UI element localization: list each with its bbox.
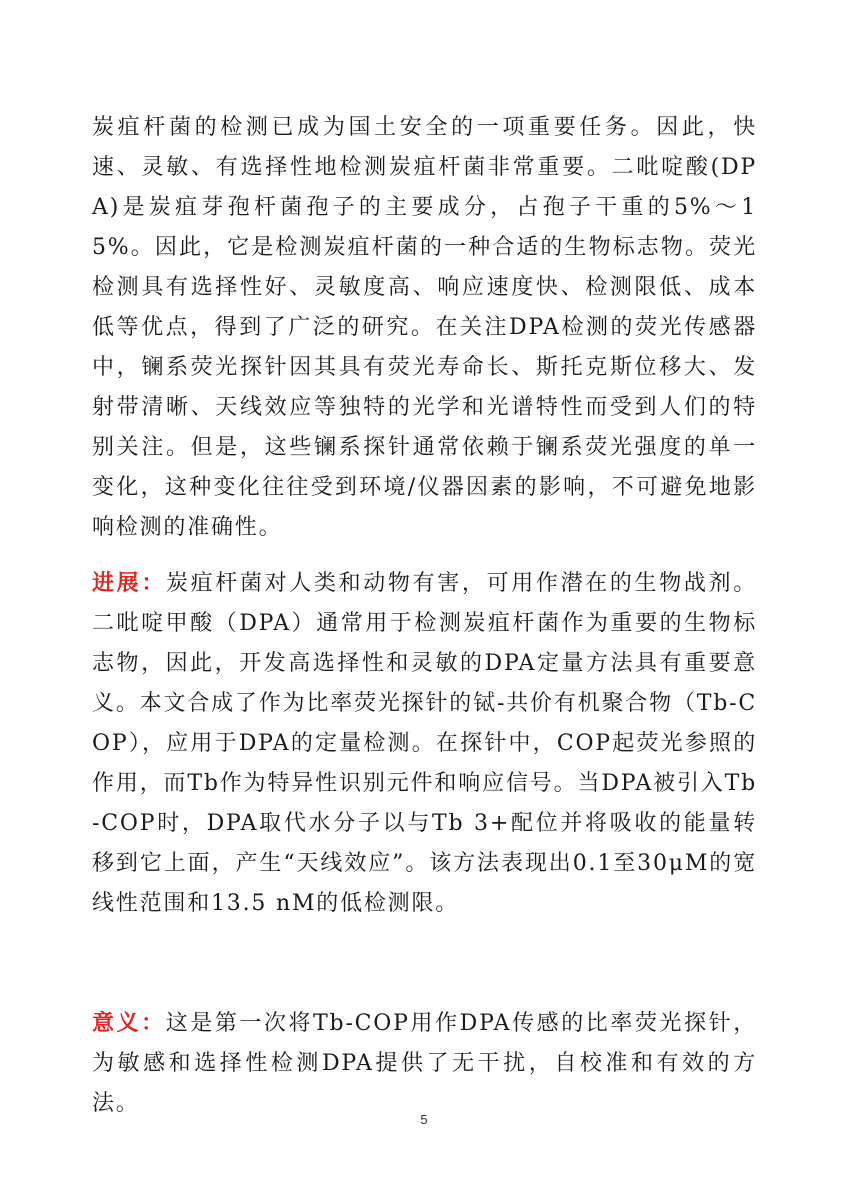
progress-label: 进展： [92, 570, 166, 596]
progress-text: 炭疽杆菌对人类和动物有害，可用作潜在的生物战剂。二吡啶甲酸（DPA）通常用于检测炭疽杆菌作为重要的生物标志物，因此，开发高选择性和灵敏的DPA定量方法具有重要意义。本文合成了作为比率荧光探针的铽-共价有机聚合物（Tb-COP），应用于DPA的定量检测。在探针中，COP起荧光参照的作用，而Tb作为特异性识别元件和响应信号。当DPA被引入Tb-COP时，DPA取代水分子以与Tb 3+配位并将吸收的能量转移到它上面，产生“天线效应”。该方法表现出0.1至30μM的宽线性范围和13.5 nM的低检测限。 [92, 571, 757, 916]
significance-paragraph [92, 1003, 757, 1124]
intro-paragraph: 炭疽杆菌的检测已成为国土安全的一项重要任务。因此，快速、灵敏、有选择性地检测炭疽杆菌非常重要。二吡啶酸(DPA)是炭疽芽孢杆菌孢子的主要成分，占孢子干重的5%～15%。因此，它是检测炭疽杆菌的一种合适的生物标志物。荧光检测具有选择性好、灵敏度高、响应速度快、检测限低、成本低等优点，得到了广泛的研究。在关注DPA检测的荧光传感器中，镧系荧光探针因其具有荧光寿命长、斯托克斯位移大、发射带清晰、天线效应等独特的光学和光谱特性而受到人们的特别关注。但是，这些镧系探针通常依赖于镧系荧光强度的单一变化，这种变化往往受到环境/仪器因素的影响，不可避免地影响检测的准确性。 [92, 115, 757, 540]
progress-paragraph [92, 563, 757, 924]
significance-text: 这是第一次将Tb-COP用作DPA传感的比率荧光探针，为敏感和选择性检测DPA提供了无干扰，自校准和有效的方法。 [92, 1011, 757, 1116]
significance-label: 意义： [92, 1010, 166, 1036]
page-number: 5 [420, 1112, 428, 1127]
